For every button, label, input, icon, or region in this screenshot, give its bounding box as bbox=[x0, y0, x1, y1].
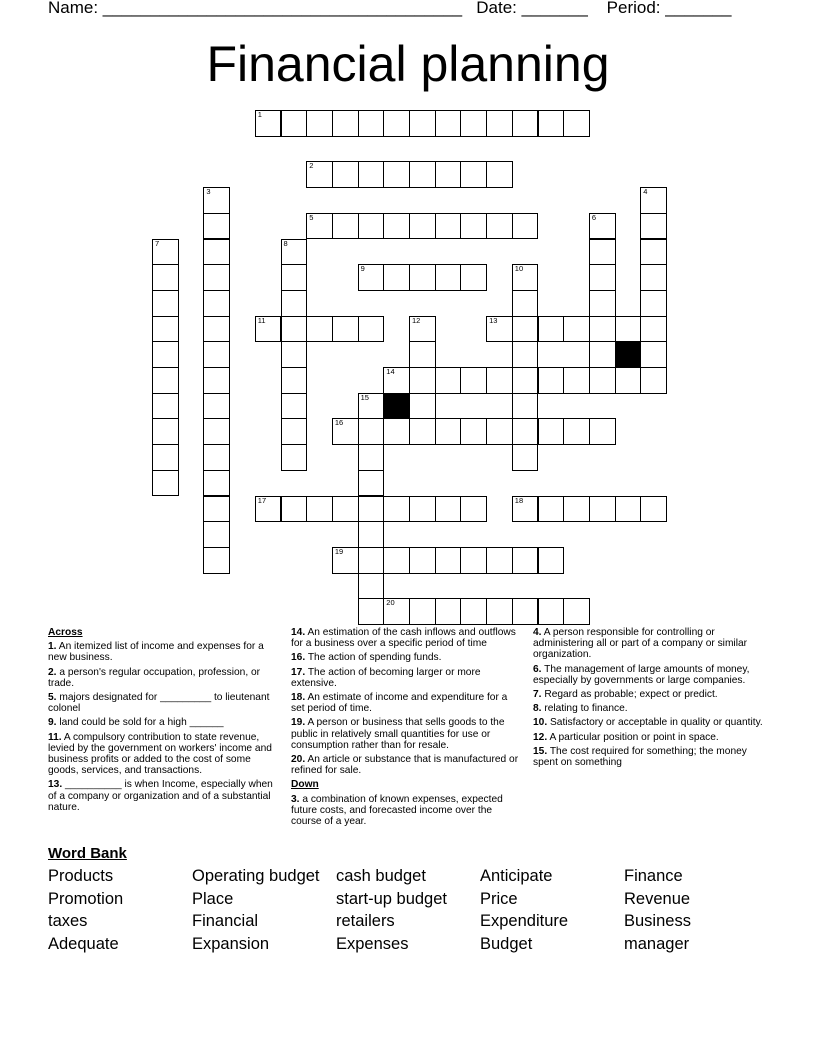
grid-cell[interactable] bbox=[332, 213, 359, 240]
clue-number-label: 7. bbox=[533, 689, 542, 701]
across-clue bbox=[291, 652, 523, 663]
grid-cell[interactable] bbox=[563, 110, 590, 137]
grid-cell[interactable] bbox=[640, 341, 667, 368]
down-clue bbox=[533, 689, 765, 700]
clue-number-label: 17. bbox=[291, 666, 306, 678]
grid-cell[interactable] bbox=[512, 444, 539, 471]
grid-cell[interactable] bbox=[538, 316, 565, 343]
clue-number-label: 15. bbox=[533, 745, 548, 757]
grid-cell[interactable] bbox=[203, 367, 230, 394]
grid-cell[interactable] bbox=[460, 496, 487, 523]
grid-cell[interactable] bbox=[358, 393, 385, 420]
clue-number: 20 bbox=[386, 598, 395, 608]
word-bank-item: Budget bbox=[480, 935, 533, 953]
grid-cell[interactable] bbox=[281, 418, 308, 445]
grid-cell[interactable] bbox=[512, 393, 539, 420]
grid-cell[interactable] bbox=[383, 547, 410, 574]
clue-number: 3 bbox=[206, 187, 211, 197]
word-bank-item: Business bbox=[624, 912, 691, 930]
grid-cell[interactable] bbox=[589, 341, 616, 368]
grid-cell[interactable] bbox=[281, 341, 308, 368]
grid-cell[interactable] bbox=[203, 418, 230, 445]
grid-cell[interactable] bbox=[255, 496, 282, 523]
grid-cell[interactable] bbox=[409, 418, 436, 445]
clue-text: a person's regular occupation, profession, or trade. bbox=[48, 666, 261, 689]
grid-cell[interactable] bbox=[358, 547, 385, 574]
clue-text: The action of spending funds. bbox=[305, 652, 442, 664]
grid-cell[interactable] bbox=[152, 316, 179, 343]
word-bank-item: Financial bbox=[192, 912, 259, 930]
across-clues-part-1 bbox=[48, 641, 280, 813]
clue-text: The management of large amounts of money, especially by governments or large companies. bbox=[533, 663, 750, 686]
grid-cell[interactable] bbox=[538, 598, 565, 625]
clue-number-label: 13. bbox=[48, 779, 63, 791]
grid-cell[interactable] bbox=[281, 316, 308, 343]
grid-cell[interactable] bbox=[332, 110, 359, 137]
clue-text: A person or business that sells goods to the public in relatively small quantities for use or consumption rather than for resale. bbox=[291, 717, 505, 751]
word-bank-item: Anticipate bbox=[480, 867, 553, 885]
grid-cell[interactable] bbox=[281, 393, 308, 420]
clue-number-label: 2. bbox=[48, 666, 57, 678]
grid-cell[interactable] bbox=[435, 213, 462, 240]
word-bank-item: Expansion bbox=[192, 935, 270, 953]
clue-number: 15 bbox=[360, 392, 369, 402]
down-clue bbox=[533, 703, 765, 714]
grid-cell[interactable] bbox=[332, 161, 359, 188]
grid-cell[interactable] bbox=[152, 239, 179, 266]
clue-number-label: 6. bbox=[533, 663, 542, 675]
grid-cell[interactable] bbox=[332, 547, 359, 574]
across-clue bbox=[291, 667, 523, 689]
grid-cell[interactable] bbox=[383, 418, 410, 445]
grid-cell[interactable] bbox=[358, 470, 385, 497]
grid-cell[interactable] bbox=[615, 367, 642, 394]
grid-cell[interactable] bbox=[589, 496, 616, 523]
grid-cell[interactable] bbox=[512, 598, 539, 625]
grid-cell[interactable] bbox=[358, 316, 385, 343]
across-clue bbox=[291, 717, 523, 751]
clue-number: 1 bbox=[257, 110, 262, 119]
grid-cell[interactable] bbox=[589, 264, 616, 291]
grid-cell[interactable] bbox=[486, 161, 513, 188]
clue-text: relating to finance. bbox=[541, 703, 628, 715]
clue-number-label: 19. bbox=[291, 717, 306, 729]
grid-cell[interactable] bbox=[486, 316, 513, 343]
grid-cell[interactable] bbox=[512, 367, 539, 394]
grid-cell[interactable] bbox=[409, 496, 436, 523]
grid-cell[interactable] bbox=[486, 547, 513, 574]
grid-cell[interactable] bbox=[512, 496, 539, 523]
grid-cell[interactable] bbox=[383, 110, 410, 137]
clue-number: 11 bbox=[257, 315, 266, 325]
across-clue bbox=[48, 692, 280, 714]
across-clue bbox=[48, 667, 280, 689]
grid-cell[interactable] bbox=[435, 496, 462, 523]
clue-number: 13 bbox=[489, 315, 498, 325]
word-bank-item: Expenses bbox=[336, 935, 409, 953]
across-clue bbox=[48, 732, 280, 777]
grid-cell[interactable] bbox=[563, 418, 590, 445]
grid-cell[interactable] bbox=[409, 161, 436, 188]
grid-cell[interactable] bbox=[589, 316, 616, 343]
clue-text: The action of becoming larger or more extensive. bbox=[291, 666, 481, 689]
grid-cell[interactable] bbox=[358, 110, 385, 137]
word-bank-item: Expenditure bbox=[480, 912, 569, 930]
clues-column-3 bbox=[533, 627, 765, 771]
grid-cell[interactable] bbox=[512, 341, 539, 368]
grid-cell[interactable] bbox=[281, 110, 308, 137]
clue-number-label: 5. bbox=[48, 692, 57, 704]
clues-column-1 bbox=[48, 627, 280, 816]
clue-number: 6 bbox=[591, 212, 597, 222]
clue-number: 2 bbox=[309, 161, 314, 171]
across-heading: Across bbox=[48, 627, 83, 638]
clue-number-label: 9. bbox=[48, 717, 57, 729]
clue-number-label: 14. bbox=[291, 627, 306, 638]
grid-cell[interactable] bbox=[281, 367, 308, 394]
grid-cell[interactable] bbox=[306, 213, 333, 240]
word-bank-item: taxes bbox=[48, 912, 88, 930]
grid-cell[interactable] bbox=[512, 418, 539, 445]
page-title: Financial planning bbox=[206, 36, 610, 92]
down-clue bbox=[533, 664, 765, 686]
grid-cell[interactable] bbox=[203, 496, 230, 523]
grid-cell[interactable] bbox=[512, 547, 539, 574]
grid-cell[interactable] bbox=[640, 367, 667, 394]
blocked-cell bbox=[615, 341, 642, 368]
clue-number-label: 4. bbox=[533, 627, 542, 638]
grid-cell[interactable] bbox=[409, 264, 436, 291]
grid-cell[interactable] bbox=[383, 598, 410, 625]
grid-cell[interactable] bbox=[460, 264, 487, 291]
grid-cell[interactable] bbox=[203, 521, 230, 548]
grid-cell[interactable] bbox=[435, 367, 462, 394]
grid-cell[interactable] bbox=[383, 213, 410, 240]
grid-cell[interactable] bbox=[281, 444, 308, 471]
grid-cell[interactable] bbox=[203, 239, 230, 266]
across-clue bbox=[48, 641, 280, 663]
clue-text: land could be sold for a high ______ bbox=[56, 717, 224, 729]
word-bank-title: Word Bank bbox=[48, 845, 127, 862]
clue-number: 5 bbox=[309, 212, 314, 222]
grid-cell[interactable] bbox=[383, 496, 410, 523]
clue-number: 16 bbox=[334, 418, 344, 428]
word-bank-item: Promotion bbox=[48, 890, 124, 908]
grid-cell[interactable] bbox=[152, 470, 179, 497]
across-clue bbox=[291, 692, 523, 714]
down-clue bbox=[291, 794, 523, 828]
grid-cell[interactable] bbox=[306, 496, 333, 523]
grid-cell[interactable] bbox=[640, 316, 667, 343]
grid-cell[interactable] bbox=[615, 316, 642, 343]
grid-cell[interactable] bbox=[152, 290, 179, 317]
clue-text: A particular position or point in space. bbox=[547, 731, 719, 743]
grid-cell[interactable] bbox=[486, 213, 513, 240]
grid-cell[interactable] bbox=[640, 290, 667, 317]
grid-cell[interactable] bbox=[563, 598, 590, 625]
clue-text: An article or substance that is manufactured or refined for sale. bbox=[291, 754, 519, 777]
word-bank-item: Price bbox=[480, 890, 518, 908]
clue-number: 8 bbox=[283, 238, 288, 248]
word-bank-item: start-up budget bbox=[336, 890, 447, 908]
grid-cell[interactable] bbox=[460, 367, 487, 394]
grid-cell[interactable] bbox=[203, 213, 230, 240]
clues-column-2 bbox=[291, 627, 523, 830]
grid-cell[interactable] bbox=[203, 290, 230, 317]
grid-cell[interactable] bbox=[358, 598, 385, 625]
blocked-cell bbox=[383, 393, 410, 420]
grid-cell[interactable] bbox=[589, 239, 616, 266]
grid-cell[interactable] bbox=[152, 367, 179, 394]
grid-cell[interactable] bbox=[589, 418, 616, 445]
grid-cell[interactable] bbox=[512, 316, 539, 343]
clue-number-label: 12. bbox=[533, 731, 548, 743]
grid-cell[interactable] bbox=[281, 239, 308, 266]
grid-cell[interactable] bbox=[640, 264, 667, 291]
grid-cell[interactable] bbox=[358, 418, 385, 445]
clue-number-label: 10. bbox=[533, 717, 548, 729]
grid-cell[interactable] bbox=[589, 290, 616, 317]
grid-cell[interactable] bbox=[460, 418, 487, 445]
grid-cell[interactable] bbox=[538, 547, 565, 574]
grid-cell[interactable] bbox=[486, 367, 513, 394]
grid-cell[interactable] bbox=[383, 367, 410, 394]
grid-cell[interactable] bbox=[460, 547, 487, 574]
grid-cell[interactable] bbox=[203, 393, 230, 420]
grid-cell[interactable] bbox=[563, 316, 590, 343]
grid-cell[interactable] bbox=[435, 264, 462, 291]
grid-cell[interactable] bbox=[358, 521, 385, 548]
grid-cell[interactable] bbox=[203, 264, 230, 291]
grid-cell[interactable] bbox=[152, 393, 179, 420]
grid-cell[interactable] bbox=[332, 316, 359, 343]
grid-cell[interactable] bbox=[435, 598, 462, 625]
grid-cell[interactable] bbox=[255, 110, 282, 137]
grid-cell[interactable] bbox=[435, 110, 462, 137]
grid-cell[interactable] bbox=[203, 444, 230, 471]
grid-cell[interactable] bbox=[538, 367, 565, 394]
grid-cell[interactable] bbox=[589, 213, 616, 240]
grid-cell[interactable] bbox=[409, 393, 436, 420]
across-clue bbox=[291, 754, 523, 776]
clue-text: An estimate of income and expenditure for a set period of time. bbox=[291, 692, 508, 715]
clue-text: A compulsory contribution to state revenue, levied by the government on workers' income and business profits or added to the cost of some goods, services, and transactions. bbox=[48, 731, 272, 777]
word-bank-item: Adequate bbox=[48, 935, 119, 953]
grid-cell[interactable] bbox=[512, 213, 539, 240]
word-bank-item: Finance bbox=[624, 867, 683, 885]
across-clue bbox=[48, 779, 280, 813]
grid-cell[interactable] bbox=[152, 418, 179, 445]
clue-number-label: 11. bbox=[48, 731, 62, 743]
clue-number: 14 bbox=[386, 367, 395, 376]
grid-cell[interactable] bbox=[409, 213, 436, 240]
word-bank-item: retailers bbox=[336, 912, 395, 930]
grid-cell[interactable] bbox=[615, 496, 642, 523]
word-bank-item: manager bbox=[624, 935, 690, 953]
grid-cell[interactable] bbox=[281, 264, 308, 291]
grid-cell[interactable] bbox=[640, 213, 667, 240]
down-clue bbox=[533, 732, 765, 743]
grid-cell[interactable] bbox=[460, 213, 487, 240]
grid-cell[interactable] bbox=[358, 496, 385, 523]
grid-cell[interactable] bbox=[306, 110, 333, 137]
grid-cell[interactable] bbox=[486, 598, 513, 625]
clue-number: 19 bbox=[334, 546, 344, 556]
clue-number-label: 16. bbox=[291, 652, 306, 664]
grid-cell[interactable] bbox=[409, 316, 436, 343]
clue-text: Satisfactory or acceptable in quality or quantity. bbox=[547, 717, 763, 729]
down-clues-part-1 bbox=[291, 794, 523, 828]
grid-cell[interactable] bbox=[640, 187, 667, 214]
word-bank-item: Place bbox=[192, 890, 234, 908]
grid-cell[interactable] bbox=[409, 110, 436, 137]
grid-cell[interactable] bbox=[640, 496, 667, 523]
grid-cell[interactable] bbox=[152, 444, 179, 471]
word-bank-item: Operating budget bbox=[192, 867, 320, 885]
grid-cell[interactable] bbox=[203, 187, 230, 214]
grid-cell[interactable] bbox=[512, 110, 539, 137]
clue-text: __________ is when Income, especially when of a company or organization and of a substantial nature. bbox=[48, 779, 273, 813]
across-clue bbox=[48, 717, 280, 728]
clue-text: majors designated for _________ to lieutenant colonel bbox=[48, 692, 270, 715]
grid-cell[interactable] bbox=[306, 316, 333, 343]
grid-cell[interactable] bbox=[435, 161, 462, 188]
grid-cell[interactable] bbox=[486, 110, 513, 137]
grid-cell[interactable] bbox=[460, 598, 487, 625]
clue-number: 17 bbox=[257, 495, 267, 505]
grid-cell[interactable] bbox=[538, 110, 565, 137]
clue-number: 9 bbox=[360, 264, 365, 274]
grid-cell[interactable] bbox=[563, 496, 590, 523]
down-clue bbox=[533, 717, 765, 728]
down-clue bbox=[533, 627, 765, 661]
grid-cell[interactable] bbox=[358, 213, 385, 240]
grid-cell[interactable] bbox=[435, 547, 462, 574]
grid-cell[interactable] bbox=[409, 598, 436, 625]
grid-cell[interactable] bbox=[306, 161, 333, 188]
grid-cell[interactable] bbox=[203, 470, 230, 497]
across-clues-part-2 bbox=[291, 627, 523, 776]
clue-number-label: 20. bbox=[291, 754, 306, 766]
grid-cell[interactable] bbox=[409, 341, 436, 368]
grid-cell[interactable] bbox=[281, 496, 308, 523]
grid-cell[interactable] bbox=[281, 290, 308, 317]
clue-number-label: 1. bbox=[48, 641, 57, 653]
grid-cell[interactable] bbox=[203, 341, 230, 368]
grid-cell[interactable] bbox=[512, 264, 539, 291]
clue-text: The cost required for something; the money spent on something bbox=[533, 745, 747, 769]
grid-cell[interactable] bbox=[332, 496, 359, 523]
grid-cell[interactable] bbox=[383, 161, 410, 188]
grid-cell[interactable] bbox=[358, 161, 385, 188]
grid-cell[interactable] bbox=[358, 264, 385, 291]
grid-cell[interactable] bbox=[409, 547, 436, 574]
across-clue bbox=[291, 627, 523, 649]
clue-text: A person responsible for controlling or administering all or part of a company or similar organization. bbox=[533, 627, 748, 661]
grid-cell[interactable] bbox=[332, 418, 359, 445]
grid-cell[interactable] bbox=[203, 547, 230, 574]
header-fields: Name: ______________________________________ Date: _______ Period: _______ bbox=[48, 0, 732, 17]
grid-cell[interactable] bbox=[460, 110, 487, 137]
clue-number-label: 3. bbox=[291, 793, 300, 805]
clue-number: 12 bbox=[412, 315, 421, 325]
clue-number: 10 bbox=[514, 264, 524, 274]
grid-cell[interactable] bbox=[255, 316, 282, 343]
clue-number: 18 bbox=[514, 495, 524, 505]
down-clues-part-2 bbox=[533, 627, 765, 768]
clue-number: 7 bbox=[155, 238, 160, 248]
grid-cell[interactable] bbox=[640, 239, 667, 266]
grid-cell[interactable] bbox=[358, 573, 385, 600]
grid-cell[interactable] bbox=[152, 264, 179, 291]
grid-cell[interactable] bbox=[409, 367, 436, 394]
grid-cell[interactable] bbox=[486, 418, 513, 445]
grid-cell[interactable] bbox=[383, 264, 410, 291]
word-bank-item: Products bbox=[48, 867, 114, 885]
grid-cell[interactable] bbox=[460, 161, 487, 188]
clue-number-label: 8. bbox=[533, 703, 542, 715]
clue-number: 4 bbox=[643, 187, 648, 197]
word-bank-item: cash budget bbox=[336, 867, 426, 885]
clue-text: An itemized list of income and expenses for a new business. bbox=[48, 641, 264, 664]
clue-text: a combination of known expenses, expected future costs, and forecasted income over the course of a year. bbox=[291, 793, 503, 828]
clue-number-label: 18. bbox=[291, 692, 306, 704]
down-heading: Down bbox=[291, 779, 319, 791]
grid-cell[interactable] bbox=[203, 316, 230, 343]
grid-cell[interactable] bbox=[538, 496, 565, 523]
grid-cell[interactable] bbox=[358, 444, 385, 471]
grid-cell[interactable] bbox=[563, 367, 590, 394]
clue-text: Regard as probable; expect or predict. bbox=[541, 689, 718, 701]
grid-cell[interactable] bbox=[589, 367, 616, 394]
grid-cell[interactable] bbox=[152, 341, 179, 368]
grid-cell[interactable] bbox=[538, 418, 565, 445]
grid-cell[interactable] bbox=[435, 418, 462, 445]
word-bank-item: Revenue bbox=[624, 890, 691, 908]
down-clue bbox=[533, 746, 765, 768]
grid-cell[interactable] bbox=[512, 290, 539, 317]
clue-text: An estimation of the cash inflows and outflows for a business over a specific period of time bbox=[291, 627, 516, 650]
